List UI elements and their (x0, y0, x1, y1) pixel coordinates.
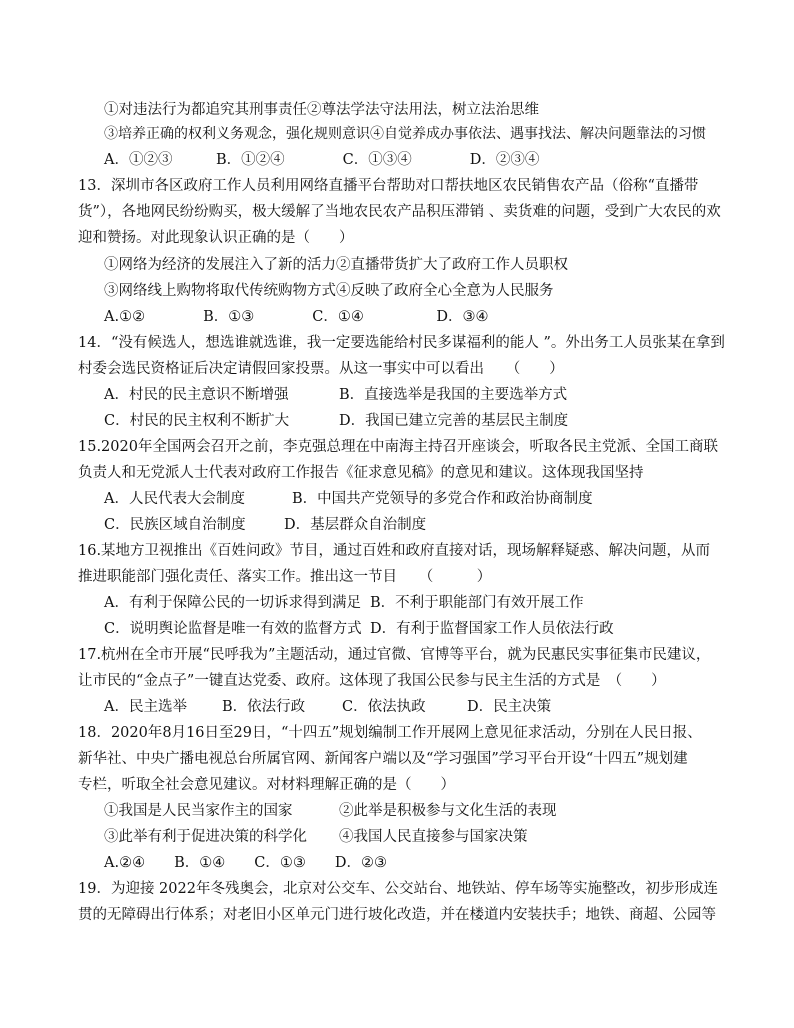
q17-option-d: D．民主决策 (467, 699, 552, 715)
q18-item-1: ①我国是人民当家作主的国家 (104, 803, 293, 819)
q12-item-line-2: ③培养正确的权利义务观念，强化规则意识④自觉养成办事依法、遇事找法、解决问题靠法的习惯 (104, 126, 706, 142)
q16-option-a: A．有利于保障公民的一切诉求得到满足 (104, 595, 361, 611)
q16-stem-line-2: 推进职能部门强化责任、落实工作。推出这一节目 （ ） (78, 569, 492, 585)
q15-option-d: D．基层群众自治制度 (284, 517, 427, 533)
q16-option-b: B．不利于职能部门有效开展工作 (370, 595, 584, 611)
q17-option-b: B．依法行政 (222, 699, 306, 715)
q16-option-c: C．说明舆论监督是唯一有效的监督方式 (104, 621, 362, 637)
q15-option-b: B．中国共产党领导的多党合作和政治协商制度 (292, 491, 593, 507)
q16-option-d: D．有利于监督国家工作人员依法行政 (370, 621, 614, 637)
q13-stem-line-1: 13．深圳市各区政府工作人员利用网络直播平台帮助对口帮扶地区农民销售农产品（俗称“直播带 (78, 178, 699, 194)
q18-stem-line-1: 18．2020年8月16日至29日，“十四五”规划编制工作开展网上意见征求活动，分别在人民日报、 (78, 725, 702, 741)
q18-item-2: ②此举是积极参与文化生活的表现 (339, 803, 557, 819)
q15-stem-line-1: 15.2020年全国两会召开之前，李克强总理在中南海主持召开座谈会，听取各民主党派、全国工商联 (78, 439, 718, 455)
q17-stem-line-1: 17.杭州在全市开展“民呼我为”主题活动，通过官微、官博等平台，就为民惠民实事征集市民建议， (78, 647, 711, 663)
q16-stem-line-1: 16.某地方卫视推出《百姓问政》节目，通过百姓和政府直接对话，现场解释疑惑、解决问题，从而 (78, 543, 711, 559)
q19-stem-line-2: 贯的无障碍出行体系；对老旧小区单元门进行坡化改造，并在楼道内安装扶手；地铁、商超、公园等 (78, 907, 716, 923)
q12-options: A．①②③ B．①②④ C．①③④ D．②③④ (104, 152, 540, 168)
q19-stem-line-1: 19．为迎接 2022年冬残奥会，北京对公交车、公交站台、地铁站、停车场等实施整改，初步形成连 (78, 881, 718, 897)
q15-option-c: C．民族区域自治制度 (104, 517, 246, 533)
q13-item-line-2: ③网络线上购物将取代传统购物方式④反映了政府全心全意为人民服务 (104, 283, 554, 299)
q18-options: A.②④ B．①④ C．①③ D．②③ (104, 855, 387, 871)
q17-option-c: C．依法执政 (342, 699, 426, 715)
q14-stem-line-1: 14．“没有候选人，想选谁就选谁，我一定要选能给村民多谋福利的能人 ”。外出务工人员张某在拿到 (78, 335, 725, 351)
q13-stem-line-3: 迎和赞扬。对此现象认识正确的是（ ） (78, 230, 354, 246)
q17-stem-line-2: 让市民的“金点子”一键直达党委、政府。这体现了我国公民参与民主生活的方式是 （ ） (78, 673, 666, 689)
q14-option-d: D．我国已建立完善的基层民主制度 (339, 413, 569, 429)
q15-option-a: A．人民代表大会制度 (104, 491, 245, 507)
q18-stem-line-2: 新华社、中央广播电视总台所属官网、新闻客户端以及“学习强国”学习平台开设“十四五”规划建 (78, 751, 688, 767)
q14-option-a: A．村民的民主意识不断增强 (104, 387, 289, 403)
q14-option-c: C．村民的民主权利不断扩大 (104, 413, 290, 429)
q18-item-4: ④我国人民直接参与国家决策 (339, 829, 528, 845)
q13-item-line-1: ①网络为经济的发展注入了新的活力②直播带货扩大了政府工作人员职权 (104, 257, 568, 273)
q13-options: A.①② B．①③ C．①④ D．③④ (104, 309, 489, 325)
q14-stem-line-2: 村委会选民资格证后决定请假回家投票。从这一事实中可以看出 （ ） (78, 361, 564, 377)
q14-option-b: B．直接选举是我国的主要选举方式 (339, 387, 568, 403)
q18-item-3: ③此举有利于促进决策的科学化 (104, 829, 307, 845)
q12-item-line-1: ①对违法行为都追究其刑事责任②尊法学法守法用法，树立法治思维 (104, 102, 539, 118)
q17-option-a: A．民主选举 (104, 699, 187, 715)
q15-stem-line-2: 负责人和无党派人士代表对政府工作报告《征求意见稿》的意见和建议。这体现我国坚持 (78, 465, 644, 481)
q13-stem-line-2: 货”），各地网民纷纷购买，极大缓解了当地农民农产品积压滞销 、卖货难的问题，受到广大农民的欢 (78, 204, 721, 220)
q18-stem-line-3: 专栏，听取全社会意见建议。对材料理解正确的是（ ） (78, 777, 455, 793)
